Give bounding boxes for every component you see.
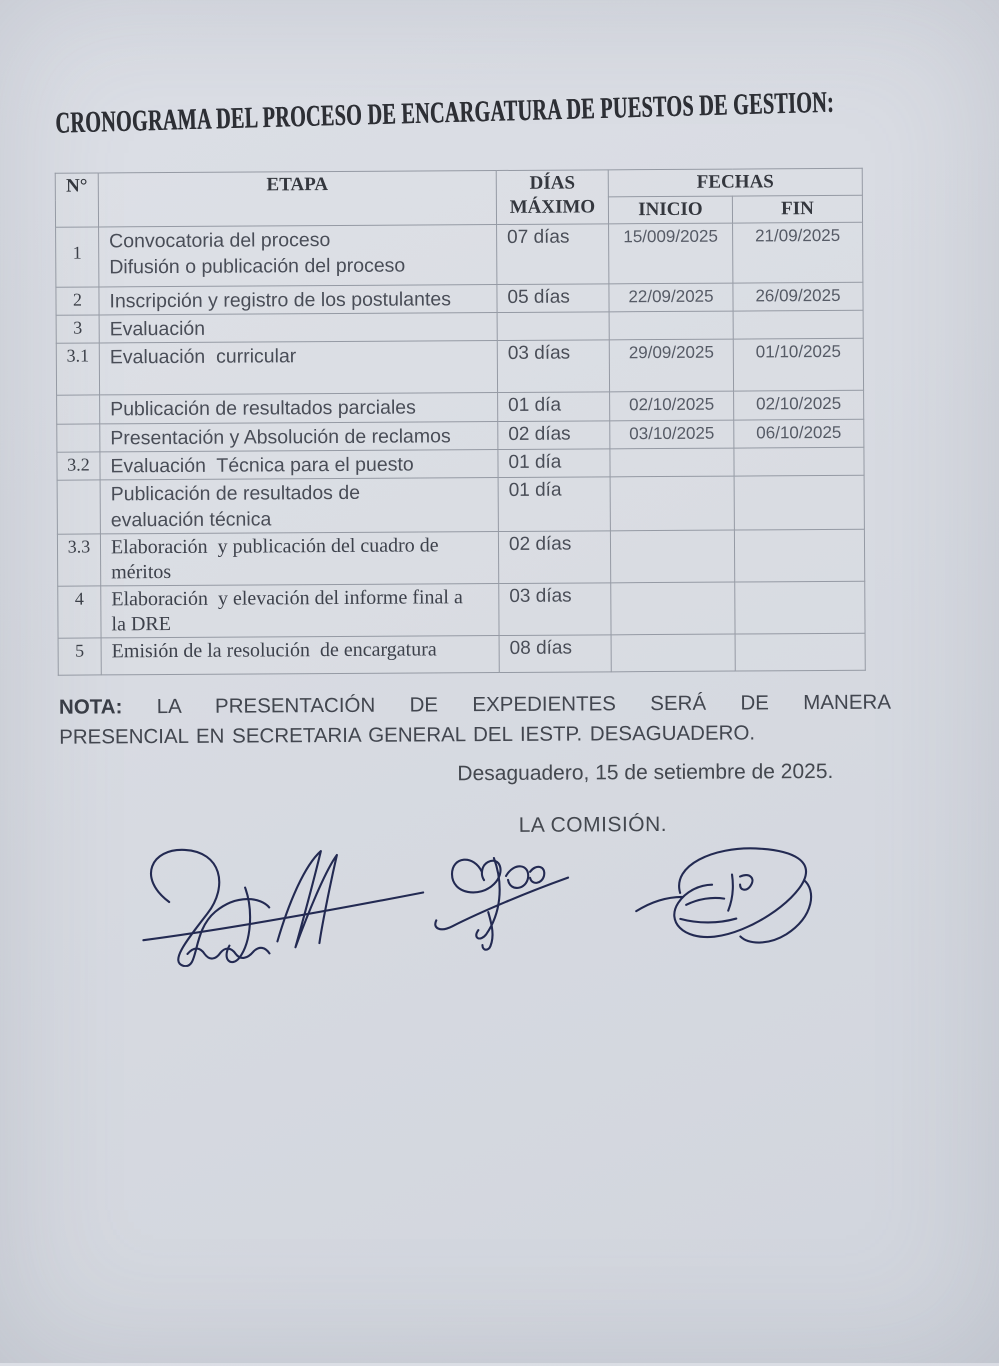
header-fin: FIN [732, 195, 862, 223]
cell-fin [734, 447, 864, 476]
cell-num [57, 480, 100, 534]
cell-fin: 06/10/2025 [734, 419, 864, 448]
nota-line2: PRESENCIAL EN SECRETARIA GENERAL DEL IESTP. DESAGUADERO. [59, 721, 756, 749]
cell-num: 3.3 [57, 534, 100, 586]
cell-dias: 03 días [499, 583, 611, 636]
cell-etapa: Inscripción y registro de los postulantes [99, 285, 497, 315]
header-dias-line2: MÁXIMO [509, 196, 596, 218]
cell-etapa: Evaluación [99, 313, 497, 343]
cell-dias: 01 día [498, 477, 610, 532]
header-num: N° [55, 173, 98, 227]
nota-line1 [59, 688, 891, 723]
cell-inicio [610, 448, 734, 477]
cell-inicio: 03/10/2025 [610, 420, 734, 449]
cell-etapa: Emisión de la resolución de encargatura [101, 636, 499, 675]
table-header [55, 168, 862, 227]
cell-inicio: 02/10/2025 [610, 391, 734, 421]
cell-inicio: 29/09/2025 [609, 339, 733, 392]
cell-fin [735, 581, 865, 634]
cronograma-table [55, 168, 866, 676]
cell-dias: 05 días [497, 284, 609, 313]
page-title: CRONOGRAMA DEL PROCESO DE ENCARGATURA DE PUESTOS DE GESTION: [54, 85, 835, 140]
cell-fin [733, 310, 863, 339]
header-fechas: FECHAS [608, 168, 862, 197]
cell-num: 3 [56, 315, 99, 343]
cell-etapa: Evaluación Técnica para el puesto [100, 450, 498, 480]
nota-paragraph [59, 688, 891, 753]
cell-num: 5 [58, 638, 101, 675]
cell-inicio [611, 634, 735, 672]
commission-line: LA COMISIÓN. [518, 812, 668, 837]
cell-dias: 01 día [498, 449, 610, 478]
cell-num: 3.2 [57, 452, 100, 480]
cell-etapa: Publicación de resultados parciales [100, 393, 498, 424]
cell-fin [734, 529, 864, 582]
cell-num: 1 [56, 227, 99, 287]
place-date-line: Desaguadero, 15 de setiembre de 2025. [457, 759, 834, 786]
header-etapa: ETAPA [98, 171, 496, 227]
cell-etapa: Evaluación curricular [99, 341, 497, 395]
cell-dias: 08 días [499, 635, 611, 673]
cell-inicio: 15/009/2025 [609, 223, 733, 284]
cell-etapa: Publicación de resultados de evaluación técnica [100, 478, 498, 534]
cell-dias: 07 días [497, 224, 609, 285]
cell-num: 3.1 [56, 343, 99, 395]
table-row [57, 529, 864, 586]
nota-label: NOTA: [58, 695, 123, 719]
cell-inicio [611, 582, 735, 635]
cell-num: 2 [56, 287, 99, 315]
cell-inicio: 22/09/2025 [609, 283, 733, 312]
cell-dias [497, 312, 609, 341]
cell-fin: 26/09/2025 [733, 282, 863, 311]
nota-line1-text: LA PRESENTACIÓN DE EXPEDIENTES SERÁ DE MANERA [156, 690, 892, 719]
header-inicio: INICIO [608, 196, 732, 224]
cell-num [57, 424, 100, 452]
cell-inicio [610, 476, 734, 531]
cell-fin: 01/10/2025 [733, 338, 863, 391]
header-dias-line1: DÍAS [529, 172, 576, 194]
table-row [58, 633, 865, 675]
cell-etapa: Elaboración y elevación del informe final a la DRE [101, 584, 499, 638]
cell-etapa: Presentación y Absolución de reclamos [100, 422, 498, 452]
cell-fin [734, 475, 864, 530]
cell-num [57, 395, 100, 424]
signature-center [422, 848, 578, 954]
table-body [56, 222, 866, 675]
cell-fin: 02/10/2025 [734, 390, 864, 420]
cell-inicio [610, 530, 734, 583]
table-row [56, 222, 863, 287]
cell-fin [735, 633, 865, 671]
cell-etapa: Convocatoria del proceso Difusión o publicación del proceso [99, 225, 497, 287]
cell-dias: 02 días [498, 421, 610, 450]
cell-etapa: Elaboración y publicación del cuadro de méritos [100, 532, 498, 586]
table-row [56, 338, 863, 395]
cell-num: 4 [58, 586, 101, 638]
header-dias-maximo [496, 170, 608, 225]
cell-inicio [609, 311, 733, 340]
signature-left [127, 840, 438, 967]
table-row [58, 581, 865, 638]
cell-dias: 01 día [498, 392, 610, 422]
cell-fin: 21/09/2025 [733, 222, 863, 283]
cell-dias: 02 días [498, 531, 610, 584]
cell-dias: 03 días [497, 340, 609, 393]
signature-right [630, 842, 821, 958]
table-row [57, 475, 864, 534]
